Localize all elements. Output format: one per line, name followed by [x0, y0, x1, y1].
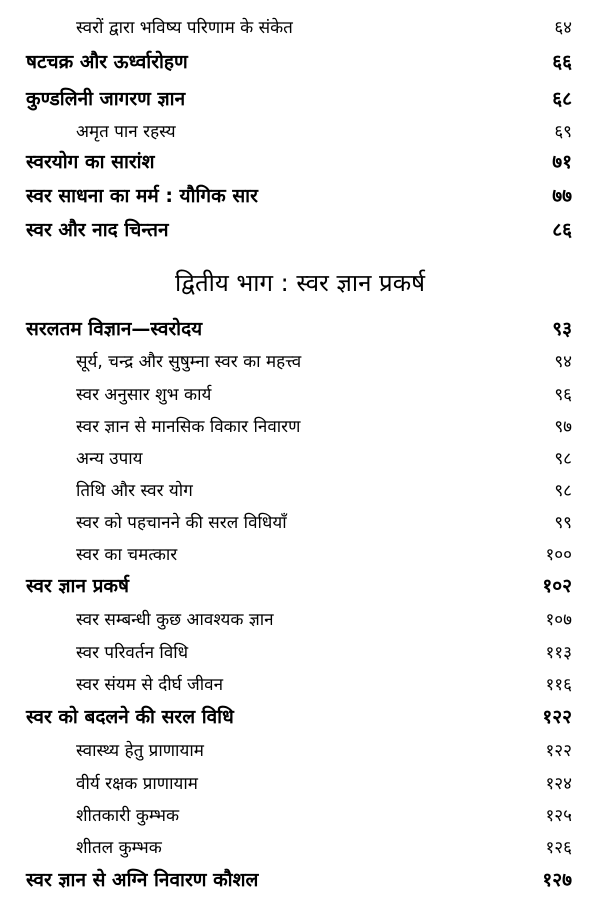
toc-entry-page: १०२ [542, 575, 572, 597]
toc-entry [0, 311, 600, 345]
toc-entry [0, 798, 600, 830]
toc-entry [0, 602, 600, 634]
toc-entry-title: स्वर ज्ञान से मानसिक विकार निवारण [76, 416, 301, 437]
toc-entry-page: १०० [545, 544, 572, 565]
toc-entry-page: १२७ [542, 869, 572, 891]
toc-entry [0, 862, 600, 896]
toc-entry [0, 81, 600, 115]
toc-entry-page: ११६ [545, 674, 572, 695]
toc-entry-page: ७१ [552, 151, 572, 173]
toc-entry-title: अमृत पान रहस्य [76, 121, 176, 142]
toc-entry [0, 409, 600, 441]
toc-entry [0, 667, 600, 699]
toc-entry-page: ६९ [554, 121, 572, 142]
toc-entry-title: स्वर का चमत्कार [76, 544, 178, 565]
toc-entry-page: ११३ [545, 642, 572, 663]
toc-entry-title: स्वर और नाद चिन्तन [26, 219, 169, 241]
toc-entry-page: १२६ [545, 837, 572, 858]
toc-entry-title: वीर्य रक्षक प्राणायाम [76, 773, 198, 794]
toc-entry-page: ९३ [552, 318, 572, 340]
toc-entry-title: स्वर ज्ञान प्रकर्ष [26, 575, 129, 597]
toc-entry-title: स्वर को पहचानने की सरल विधियाँ [76, 512, 287, 533]
toc-entry-title: तिथि और स्वर योग [76, 480, 193, 501]
toc-entry-title: स्वर सम्बन्धी कुछ आवश्यक ज्ञान [76, 609, 274, 630]
toc-entry [0, 766, 600, 798]
toc-entry-title: सूर्य, चन्द्र और सुषुम्ना स्वर का महत्त्व [76, 351, 302, 372]
toc-entry-title: अन्य उपाय [76, 448, 143, 469]
toc-entry-page: ९९ [554, 512, 572, 533]
toc-entry [0, 377, 600, 409]
toc-entry-title: सरलतम विज्ञान—स्वरोदय [26, 318, 203, 340]
toc-entry-title: स्वर ज्ञान से अग्नि निवारण कौशल [26, 869, 259, 891]
toc-entry [0, 505, 600, 537]
toc-entry [0, 699, 600, 733]
toc-entry-title: शीतकारी कुम्भक [76, 805, 180, 826]
toc-entry [0, 537, 600, 569]
toc-entry [0, 10, 600, 42]
toc-entry [0, 144, 600, 178]
toc-entry-title: शीतल कुम्भक [76, 837, 162, 858]
toc-entry [0, 830, 600, 862]
toc-entry [0, 344, 600, 376]
toc-entry [0, 178, 600, 212]
toc-entry-page: १२५ [545, 805, 572, 826]
toc-entry-title: स्वरयोग का सारांश [26, 151, 155, 173]
toc-entry-title: स्वर को बदलने की सरल विधि [26, 706, 234, 728]
toc-entry-title: स्वर साधना का मर्म : यौगिक सार [26, 185, 258, 207]
toc-entry-title: कुण्डलिनी जागरण ज्ञान [26, 88, 186, 110]
toc-entry-page: ९७ [554, 416, 572, 437]
toc-entry-title: षटचक्र और ऊर्ध्वारोहण [26, 51, 188, 73]
toc-entry-title: स्वास्थ्य हेतु प्राणायाम [76, 740, 204, 761]
toc-entry-page: १२४ [545, 773, 572, 794]
toc-entry-page: ८६ [552, 219, 572, 241]
toc-entry [0, 473, 600, 505]
toc-entry-page: ९८ [554, 480, 572, 501]
toc-entry [0, 733, 600, 765]
toc-entry-page: ६६ [552, 51, 572, 73]
toc-entry-page: ९८ [554, 448, 572, 469]
toc-entry-page: १२२ [545, 740, 572, 761]
toc-entry [0, 441, 600, 473]
toc-entry-title: स्वर परिवर्तन विधि [76, 642, 189, 663]
toc-entry-title: स्वरों द्वारा भविष्य परिणाम के संकेत [76, 17, 293, 38]
toc-entry-title: स्वर अनुसार शुभ कार्य [76, 384, 212, 405]
toc-entry [0, 635, 600, 667]
toc-entry-page: ९६ [554, 384, 572, 405]
toc-entry-title: स्वर संयम से दीर्घ जीवन [76, 674, 224, 695]
toc-entry [0, 212, 600, 246]
toc-entry-page: ९४ [554, 351, 572, 372]
toc-entry-page: ७७ [552, 185, 572, 207]
toc-entry-page: ६४ [554, 17, 572, 38]
toc-entry-page: १२२ [542, 706, 572, 728]
toc-entry [0, 44, 600, 78]
part-heading: द्वितीय भाग : स्वर ज्ञान प्रकर्ष [174, 268, 426, 297]
toc-entry-page: १०७ [545, 609, 572, 630]
toc-entry [0, 114, 600, 146]
toc-entry-page: ६८ [552, 88, 572, 110]
toc-entry [0, 568, 600, 602]
